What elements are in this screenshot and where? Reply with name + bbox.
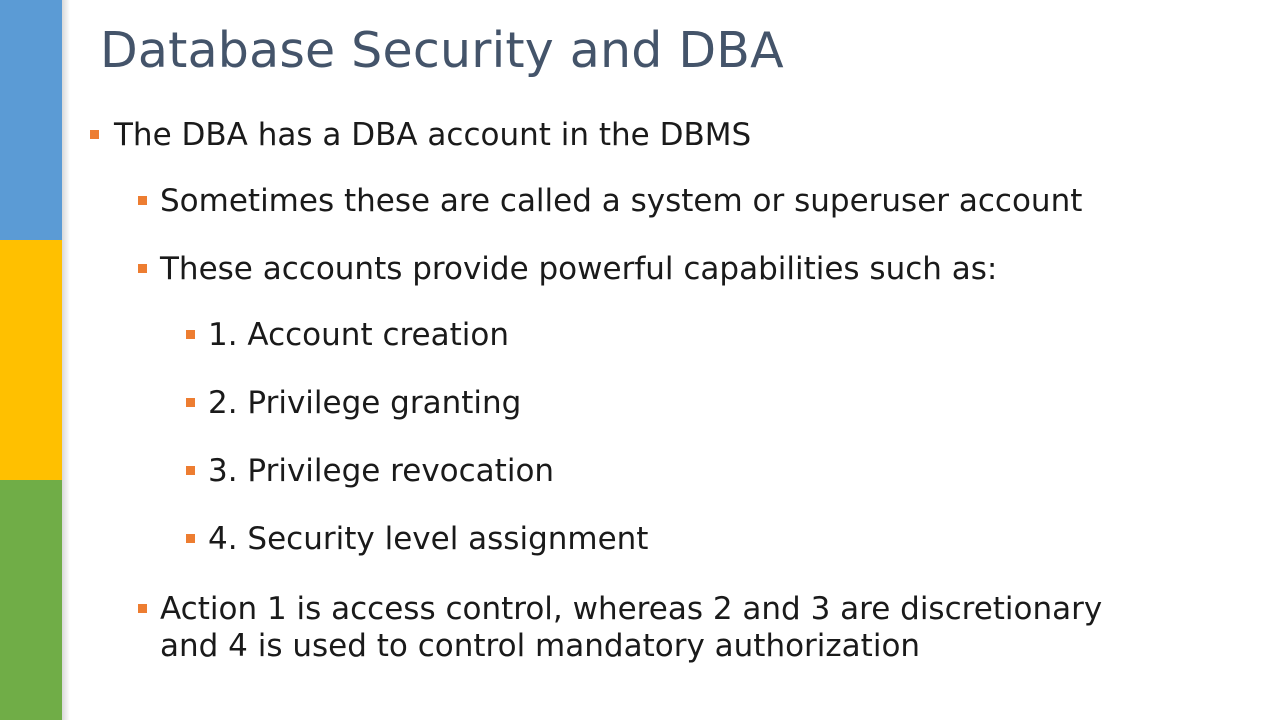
bullet-item: [186, 521, 648, 558]
bullet-text: These accounts provide powerful capabilities such as:: [160, 251, 998, 287]
bullet-text: 1. Account creation: [208, 317, 510, 353]
bullet-text: The DBA has a DBA account in the DBMS: [114, 117, 752, 153]
bullet-item: [186, 385, 521, 422]
bullet-text-line: and 4 is used to control mandatory authorization: [160, 628, 921, 664]
square-bullet-icon: [186, 534, 195, 543]
square-bullet-icon: [186, 466, 195, 475]
square-bullet-icon: [90, 130, 99, 139]
bullet-item: [138, 251, 997, 288]
square-bullet-icon: [138, 264, 147, 273]
square-bullet-icon: [186, 398, 195, 407]
sidebar-green-block: [0, 480, 62, 720]
bullet-text-line: Action 1 is access control, whereas 2 and 3 are discretionary: [160, 591, 1103, 627]
sidebar-blue-block: [0, 0, 62, 240]
sidebar-yellow-block: [0, 240, 62, 480]
bullet-item: [90, 117, 751, 154]
bullet-text: 4. Security level assignment: [208, 521, 649, 557]
square-bullet-icon: [186, 330, 195, 339]
sidebar-shadow: [62, 0, 70, 720]
bullet-text: Sometimes these are called a system or superuser account: [160, 183, 1083, 219]
bullet-item: [138, 183, 1082, 220]
square-bullet-icon: [138, 196, 147, 205]
bullet-item: [186, 317, 509, 354]
bullet-text: 2. Privilege granting: [208, 385, 522, 421]
slide-title: Database Security and DBA: [100, 22, 784, 79]
bullet-text: 3. Privilege revocation: [208, 453, 555, 489]
bullet-item: [138, 591, 1102, 665]
square-bullet-icon: [138, 604, 147, 613]
bullet-item: [186, 453, 554, 490]
